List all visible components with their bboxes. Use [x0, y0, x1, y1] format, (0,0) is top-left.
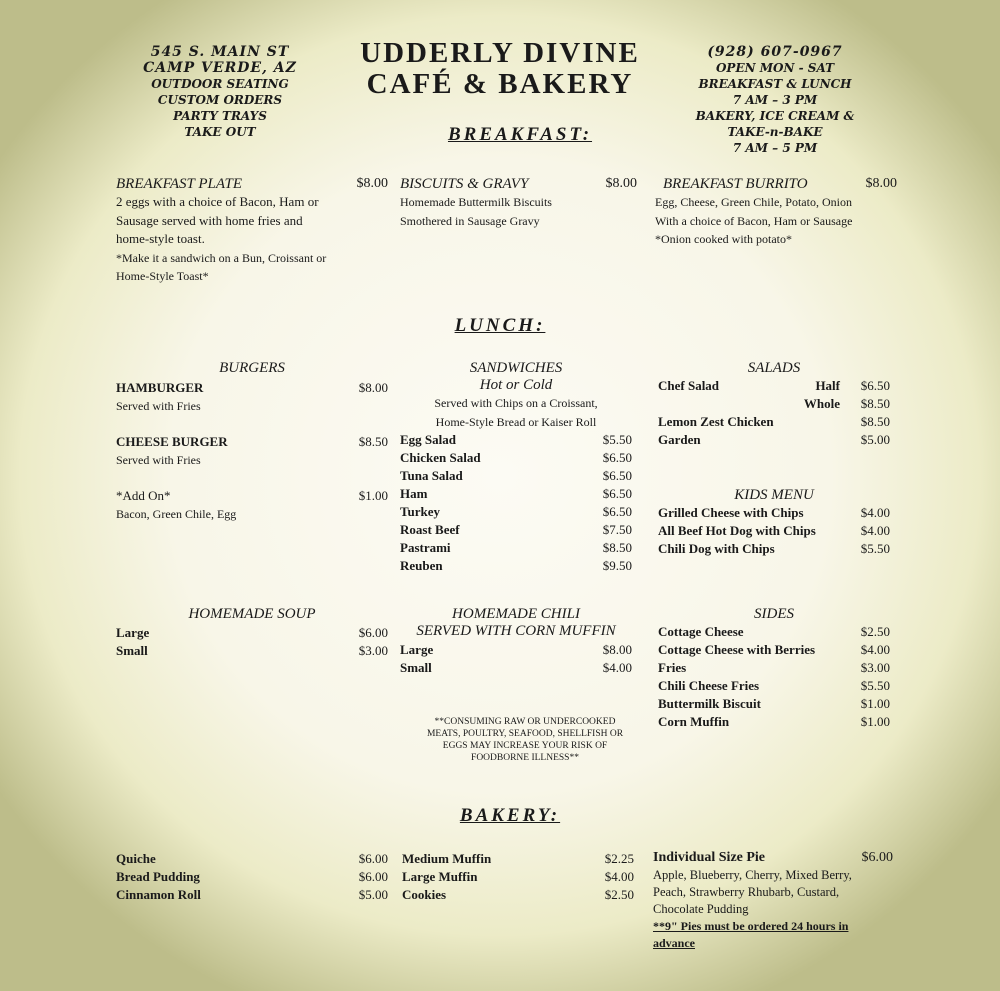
item-price: $8.00 — [865, 176, 897, 191]
category-subtitle: SERVED WITH CORN MUFFIN — [416, 623, 616, 639]
item-name: Corn Muffin — [658, 714, 730, 729]
item-price: $9.50 — [602, 558, 632, 573]
hours-line: 7 AM – 5 PM — [732, 141, 818, 155]
item-price: $1.00 — [860, 696, 890, 711]
item-size: Whole — [803, 396, 840, 411]
item-price: $7.50 — [602, 522, 632, 537]
item-price: $6.50 — [860, 378, 890, 393]
item-desc-line: Homemade Buttermilk Biscuits — [400, 195, 552, 209]
item-price: $8.50 — [602, 540, 632, 555]
item-name: Large — [116, 625, 150, 640]
item-price: $8.00 — [356, 176, 388, 191]
item-price: $4.00 — [860, 505, 890, 520]
service-item: PARTY TRAYS — [173, 109, 267, 123]
lunch-heading: LUNCH: — [454, 315, 546, 336]
notice-line: **CONSUMING RAW OR UNDERCOOKED — [434, 717, 616, 727]
item-price: $5.50 — [860, 541, 890, 556]
item-price: $1.00 — [860, 714, 890, 729]
bakery-heading: BAKERY: — [459, 805, 561, 826]
item-note: Home-Style Toast* — [116, 269, 209, 283]
notice-line: EGGS MAY INCREASE YOUR RISK OF — [442, 741, 608, 751]
item-name: Garden — [658, 432, 701, 447]
item-desc-line: *Onion cooked with potato* — [655, 232, 792, 246]
hours-line: BREAKFAST & LUNCH — [698, 77, 852, 91]
item-price: $6.00 — [861, 850, 893, 865]
item-size: Half — [815, 378, 840, 393]
item-price: $4.00 — [860, 642, 890, 657]
item-name — [658, 395, 780, 413]
breakfast-plate — [116, 176, 388, 286]
item-name: Fries — [658, 660, 687, 675]
item-price: $6.00 — [358, 625, 388, 640]
category-title: SIDES — [754, 606, 794, 622]
sides-section — [658, 606, 890, 731]
item-name: BISCUITS & GRAVY — [400, 176, 529, 192]
service-item: CUSTOM ORDERS — [157, 93, 283, 107]
chili-section — [400, 606, 632, 677]
item-price: $8.00 — [358, 380, 388, 395]
item-price: $8.50 — [860, 396, 890, 411]
item-name: BREAKFAST BURRITO — [663, 176, 808, 192]
page-title — [320, 38, 680, 100]
category-title: BURGERS — [219, 360, 285, 376]
item-note: advance — [653, 936, 695, 950]
item-name: Ham — [400, 486, 428, 501]
item-name: Chicken Salad — [400, 450, 481, 465]
item-price: $6.00 — [358, 869, 388, 884]
item-name: Bread Pudding — [116, 869, 200, 884]
phone-number: (928) 607-0967 — [707, 44, 843, 60]
category-subtitle: Hot or Cold — [479, 377, 553, 393]
category-title: HOMEMADE CHILI — [452, 606, 580, 622]
bakery-column-2 — [402, 850, 634, 904]
item-price: $6.50 — [602, 504, 632, 519]
item-price: $8.00 — [602, 642, 632, 657]
hours-line: OPEN MON - SAT — [715, 61, 835, 75]
item-size — [780, 431, 840, 449]
item-name: Small — [116, 643, 148, 658]
title-line-2: CAFÉ & BAKERY — [366, 68, 634, 100]
item-name: Roast Beef — [400, 522, 460, 537]
sandwiches-section — [400, 360, 632, 575]
item-name: BREAKFAST PLATE — [116, 176, 242, 192]
item-price: $6.50 — [602, 486, 632, 501]
notice-line: MEATS, POULTRY, SEAFOOD, SHELLFISH OR — [426, 729, 624, 739]
item-price: $6.00 — [358, 851, 388, 866]
item-price: $5.50 — [602, 432, 632, 447]
item-name: Large — [400, 642, 434, 657]
item-desc: Bacon, Green Chile, Egg — [116, 507, 237, 521]
item-price: $8.50 — [358, 434, 388, 449]
breakfast-burrito — [655, 176, 897, 249]
item-desc-line: Egg, Cheese, Green Chile, Potato, Onion — [655, 195, 852, 209]
category-desc-line: Home-Style Bread or Kaiser Roll — [435, 414, 597, 429]
food-safety-notice — [400, 716, 650, 764]
address-line-1: 545 S. MAIN ST — [150, 44, 290, 60]
item-name: Chef Salad — [658, 378, 720, 393]
item-name: Cottage Cheese with Berries — [658, 642, 816, 657]
kids-menu-section — [658, 487, 890, 558]
burgers-section — [116, 360, 388, 523]
item-name: Cottage Cheese — [658, 624, 744, 639]
item-price: $6.50 — [602, 450, 632, 465]
item-name: Tuna Salad — [400, 468, 463, 483]
item-price: $5.00 — [860, 432, 890, 447]
item-name: Turkey — [400, 504, 440, 519]
item-name: All Beef Hot Dog with Chips — [658, 523, 816, 538]
item-desc-line: Sausage served with home fries and — [116, 212, 303, 228]
individual-pie — [653, 849, 893, 952]
item-name: Individual Size Pie — [653, 850, 766, 865]
item-desc: Served with Fries — [116, 453, 201, 467]
item-name: Pastrami — [400, 540, 451, 555]
item-price: $2.25 — [604, 851, 634, 866]
item-name: Cinnamon Roll — [116, 887, 201, 902]
item-name: Chili Cheese Fries — [658, 678, 760, 693]
item-desc-line: Peach, Strawberry Rhubarb, Custard, — [653, 885, 840, 899]
item-note: **9" Pies must be ordered 24 hours in — [653, 919, 849, 933]
item-price: $4.00 — [860, 523, 890, 538]
item-desc-line: 2 eggs with a choice of Bacon, Ham or — [116, 194, 319, 209]
category-desc-line: Served with Chips on a Croissant, — [434, 396, 598, 410]
item-price: $5.50 — [860, 678, 890, 693]
biscuits-gravy — [400, 176, 637, 230]
item-price: $4.00 — [604, 869, 634, 884]
item-name: CHEESE BURGER — [116, 434, 228, 449]
item-name: Quiche — [116, 851, 156, 866]
breakfast-heading: BREAKFAST: — [447, 124, 593, 145]
item-desc: Served with Fries — [116, 399, 201, 413]
item-name: Chili Dog with Chips — [658, 541, 775, 556]
category-title: SALADS — [747, 360, 801, 376]
item-price: $1.00 — [358, 488, 388, 503]
item-name: Buttermilk Biscuit — [658, 696, 761, 711]
item-price: $3.00 — [358, 643, 388, 658]
hours-line: TAKE-n-BAKE — [727, 125, 823, 139]
item-desc-line: Smothered in Sausage Gravy — [400, 213, 540, 228]
item-price: $2.50 — [604, 887, 634, 902]
item-note: *Make it a sandwich on a Bun, Croissant or — [116, 250, 327, 265]
contact-block — [690, 44, 860, 156]
item-name: Medium Muffin — [402, 851, 492, 866]
item-price: $8.00 — [605, 176, 637, 191]
title-line-1: UDDERLY DIVINE — [360, 37, 640, 69]
item-price: $6.50 — [602, 468, 632, 483]
address-block — [120, 44, 320, 140]
item-desc-line: Apple, Blueberry, Cherry, Mixed Berry, — [653, 868, 852, 882]
address-line-2: CAMP VERDE, AZ — [143, 60, 297, 76]
item-desc-line: With a choice of Bacon, Ham or Sausage — [655, 213, 853, 228]
item-size — [780, 413, 840, 431]
item-name: Cookies — [402, 887, 447, 902]
item-desc-line: home-style toast. — [116, 231, 205, 246]
item-name: Grilled Cheese with Chips — [658, 505, 804, 520]
item-price: $5.00 — [358, 887, 388, 902]
salads-section — [658, 360, 890, 449]
item-name: Egg Salad — [400, 432, 456, 447]
bakery-column-1 — [116, 850, 388, 904]
category-title: SANDWICHES — [469, 360, 563, 376]
hours-line: BAKERY, ICE CREAM & — [695, 109, 855, 123]
item-price: $2.50 — [860, 624, 890, 639]
service-item: OUTDOOR SEATING — [151, 77, 289, 91]
category-title: HOMEMADE SOUP — [188, 606, 316, 622]
service-item: TAKE OUT — [184, 125, 256, 139]
item-name: Large Muffin — [402, 869, 478, 884]
item-price: $3.00 — [860, 660, 890, 675]
soup-section — [116, 606, 388, 660]
item-name: Lemon Zest Chicken — [658, 414, 774, 429]
hours-line: 7 AM – 3 PM — [732, 93, 818, 107]
item-price: $8.50 — [860, 414, 890, 429]
item-price: $4.00 — [602, 660, 632, 675]
item-name: HAMBURGER — [116, 380, 204, 395]
item-name: Small — [400, 660, 432, 675]
item-name: Reuben — [400, 558, 443, 573]
item-desc-line: Chocolate Pudding — [653, 902, 749, 916]
category-title: KIDS MENU — [734, 487, 814, 503]
item-name: *Add On* — [116, 488, 171, 503]
notice-line: FOODBORNE ILLNESS** — [471, 753, 579, 763]
